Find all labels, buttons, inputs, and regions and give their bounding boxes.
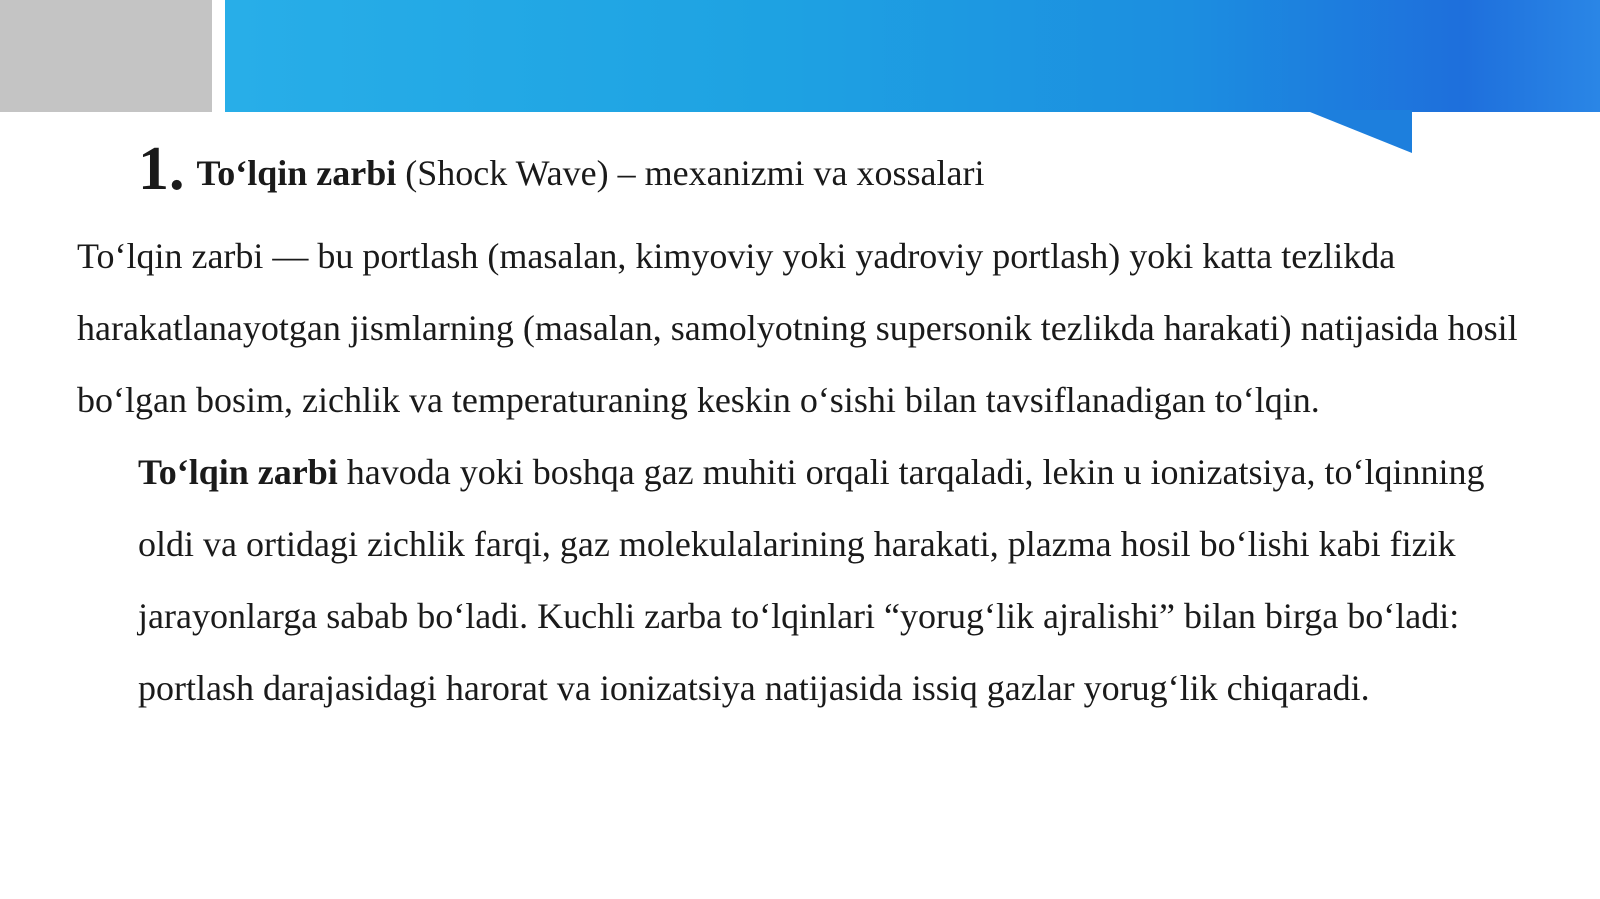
paragraph-2-bold-term: To‘lqin zarbi <box>138 452 338 492</box>
slide-heading <box>138 132 985 206</box>
paragraph-1: To‘lqin zarbi — bu portlash (masalan, kimyoviy yoki yadroviy portlash) yoki katta tezlikda harakatlanayotgan jismlarning (masalan, samolyotning supersonik tezlikda harakati) natijasida hosil bo‘lgan bosim, zichlik va temperaturaning keskin o‘sishi bilan tavsiflanadigan to‘lqin. <box>77 236 1518 420</box>
slide-body <box>77 220 1547 724</box>
header-blue-banner <box>225 0 1600 112</box>
paragraph-2-text: havoda yoki boshqa gaz muhiti orqali tarqaladi, lekin u ionizatsiya, to‘lqinning oldi va ortidagi zichlik farqi, gaz molekulalarining harakati, plazma hosil bo‘lishi kabi fizik jarayonlarga sabab bo‘ladi. Kuchli zarba to‘lqinlari “yorug‘lik ajralishi” bilan birga bo‘ladi: portlash darajasidagi harorat va ionizatsiya natijasida issiq gazlar yorug‘lik chiqaradi. <box>138 452 1485 708</box>
paragraph-2 <box>77 436 1547 724</box>
heading-rest: (Shock Wave) – mexanizmi va xossalari <box>396 153 985 193</box>
heading-number: 1. <box>138 135 185 203</box>
header-gray-block <box>0 0 212 112</box>
heading-bold-term: To‘lqin zarbi <box>196 153 397 193</box>
